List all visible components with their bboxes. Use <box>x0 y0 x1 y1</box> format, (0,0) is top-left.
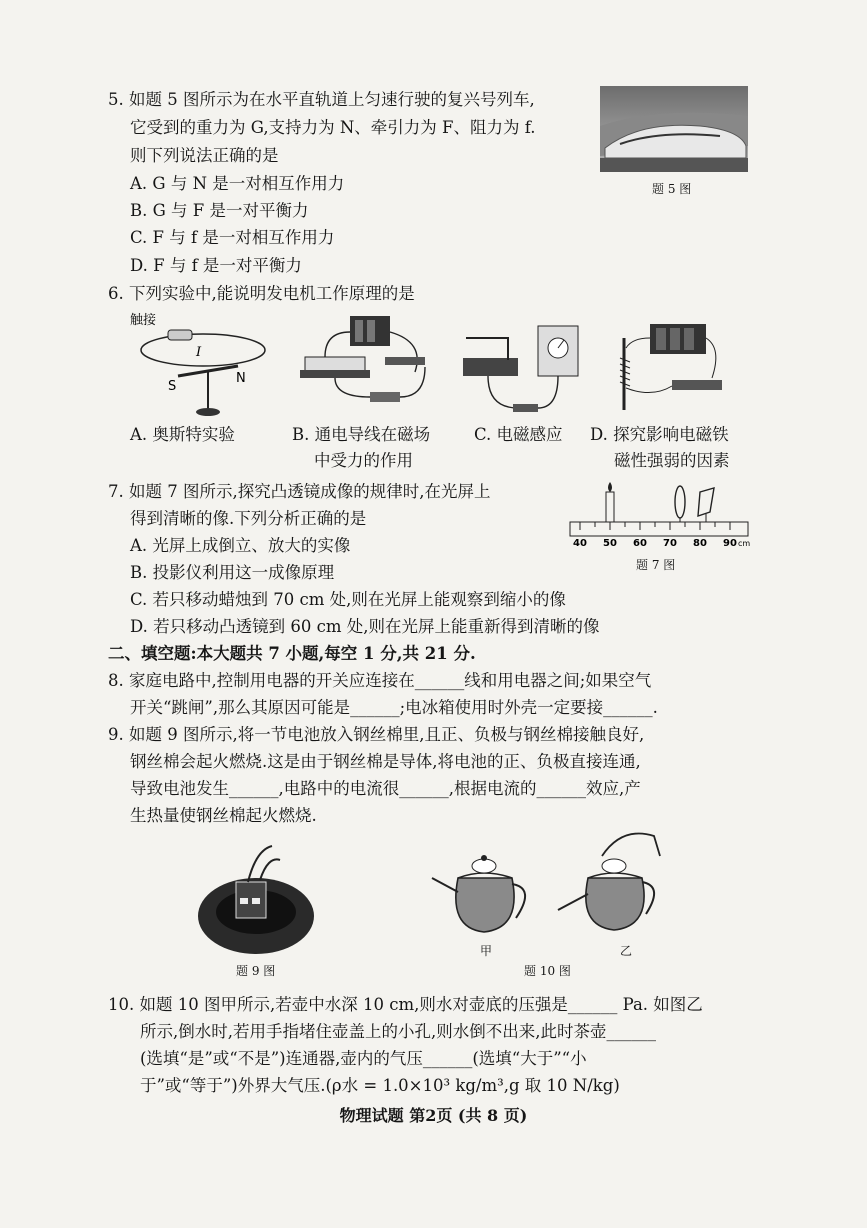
q5-caption: 题 5 图 <box>652 182 692 196</box>
q7-option-d: D. 若只移动凸透镜到 60 cm 处,则在光屏上能重新得到清晰的像 <box>130 617 600 636</box>
touch-label: 触接 <box>130 313 157 328</box>
q5-stem-line1: 5. 如题 5 图所示为在水平直轨道上匀速行驶的复兴号列车, <box>108 90 535 109</box>
current-label: I <box>196 345 202 360</box>
q7-option-b: B. 投影仪利用这一成像原理 <box>130 563 335 582</box>
q9-line2: 钢丝棉会起火燃烧.这是由于钢丝棉是导体,将电池的正、负极直接连通, <box>130 752 641 771</box>
teapot-jia-figure <box>428 848 540 936</box>
q8-line2: 开关“跳闸”,那么其原因可能是______;电冰箱使用时外壳一定要接______. <box>130 698 658 717</box>
q6-option-c: C. 电磁感应 <box>474 425 563 444</box>
tick-60: 60 <box>633 538 647 549</box>
q7-stem-line2: 得到清晰的像.下列分析正确的是 <box>130 509 367 528</box>
label-jia: 甲 <box>480 944 493 958</box>
oersted-experiment-figure <box>128 310 268 420</box>
q10-line1: 10. 如题 10 图甲所示,若壶中水深 10 cm,则水对壶底的压强是______ Pa. 如图乙 <box>108 995 703 1014</box>
q9-line3: 导致电池发生______,电路中的电流很______,根据电流的______效应,产 <box>130 779 641 798</box>
tick-70: 70 <box>663 538 677 549</box>
q5-stem-line3: 则下列说法正确的是 <box>130 146 279 165</box>
electromagnet-strength-figure <box>612 318 732 418</box>
q5-stem-line2: 它受到的重力为 G,支持力为 N、牵引力为 F、阻力为 f. <box>130 118 536 137</box>
q7-option-a: A. 光屏上成倒立、放大的实像 <box>130 536 351 555</box>
steel-wool-figure <box>196 840 316 958</box>
q5-option-a: A. G 与 N 是一对相互作用力 <box>130 174 345 193</box>
electromagnetic-induction-figure <box>458 318 588 413</box>
label-yi: 乙 <box>620 944 633 958</box>
optical-bench-figure <box>568 478 752 550</box>
south-pole-label: S <box>168 379 177 394</box>
q6-stem: 6. 下列实验中,能说明发电机工作原理的是 <box>108 284 415 303</box>
q6-option-d-line1: D. 探究影响电磁铁 <box>590 425 729 444</box>
q6-option-d-line2: 磁性强弱的因素 <box>614 451 730 470</box>
page-footer: 物理试题 第2页 (共 8 页) <box>339 1106 528 1125</box>
q9-line1: 9. 如题 9 图所示,将一节电池放入钢丝棉里,且正、负极与钢丝棉接触良好, <box>108 725 645 744</box>
train-photo <box>600 86 748 172</box>
q6-option-a: A. 奥斯特实验 <box>130 425 235 444</box>
tick-80: 80 <box>693 538 707 549</box>
q6-option-b-line1: B. 通电导线在磁场 <box>292 425 431 444</box>
unit-label: cm <box>738 539 751 548</box>
q7-caption: 题 7 图 <box>636 558 676 572</box>
q7-stem-line1: 7. 如题 7 图所示,探究凸透镜成像的规律时,在光屏上 <box>108 482 491 501</box>
motor-principle-figure <box>295 312 445 412</box>
q6-option-b-line2: 中受力的作用 <box>314 451 413 470</box>
q5-option-d: D. F 与 f 是一对平衡力 <box>130 256 302 275</box>
north-pole-label: N <box>236 371 246 386</box>
q5-option-c: C. F 与 f 是一对相互作用力 <box>130 228 335 247</box>
q10-line4: 于”或“等于”)外界大气压.(ρ水 = 1.0×10³ kg/m³,g 取 10 N/kg) <box>140 1076 620 1095</box>
q10-line3: (选填“是”或“不是”)连通器,壶内的气压______(选填“大于”“小 <box>140 1049 587 1068</box>
tick-40: 40 <box>573 538 587 549</box>
q9-line4: 生热量使钢丝棉起火燃烧. <box>130 806 317 825</box>
q10-caption: 题 10 图 <box>524 964 571 978</box>
tick-90: 90 <box>723 538 737 549</box>
q8-line1: 8. 家庭电路中,控制用电器的开关应连接在______线和用电器之间;如果空气 <box>108 671 652 690</box>
q5-option-b: B. G 与 F 是一对平衡力 <box>130 201 309 220</box>
q7-option-c: C. 若只移动蜡烛到 70 cm 处,则在光屏上能观察到缩小的像 <box>130 590 566 609</box>
q10-line2: 所示,倒水时,若用手指堵住壶盖上的小孔,则水倒不出来,此时茶壶______ <box>140 1022 656 1041</box>
tick-50: 50 <box>603 538 617 549</box>
teapot-yi-figure <box>552 826 670 938</box>
q9-caption: 题 9 图 <box>236 964 276 978</box>
section-heading: 二、填空题:本大题共 7 小题,每空 1 分,共 21 分. <box>108 644 476 663</box>
